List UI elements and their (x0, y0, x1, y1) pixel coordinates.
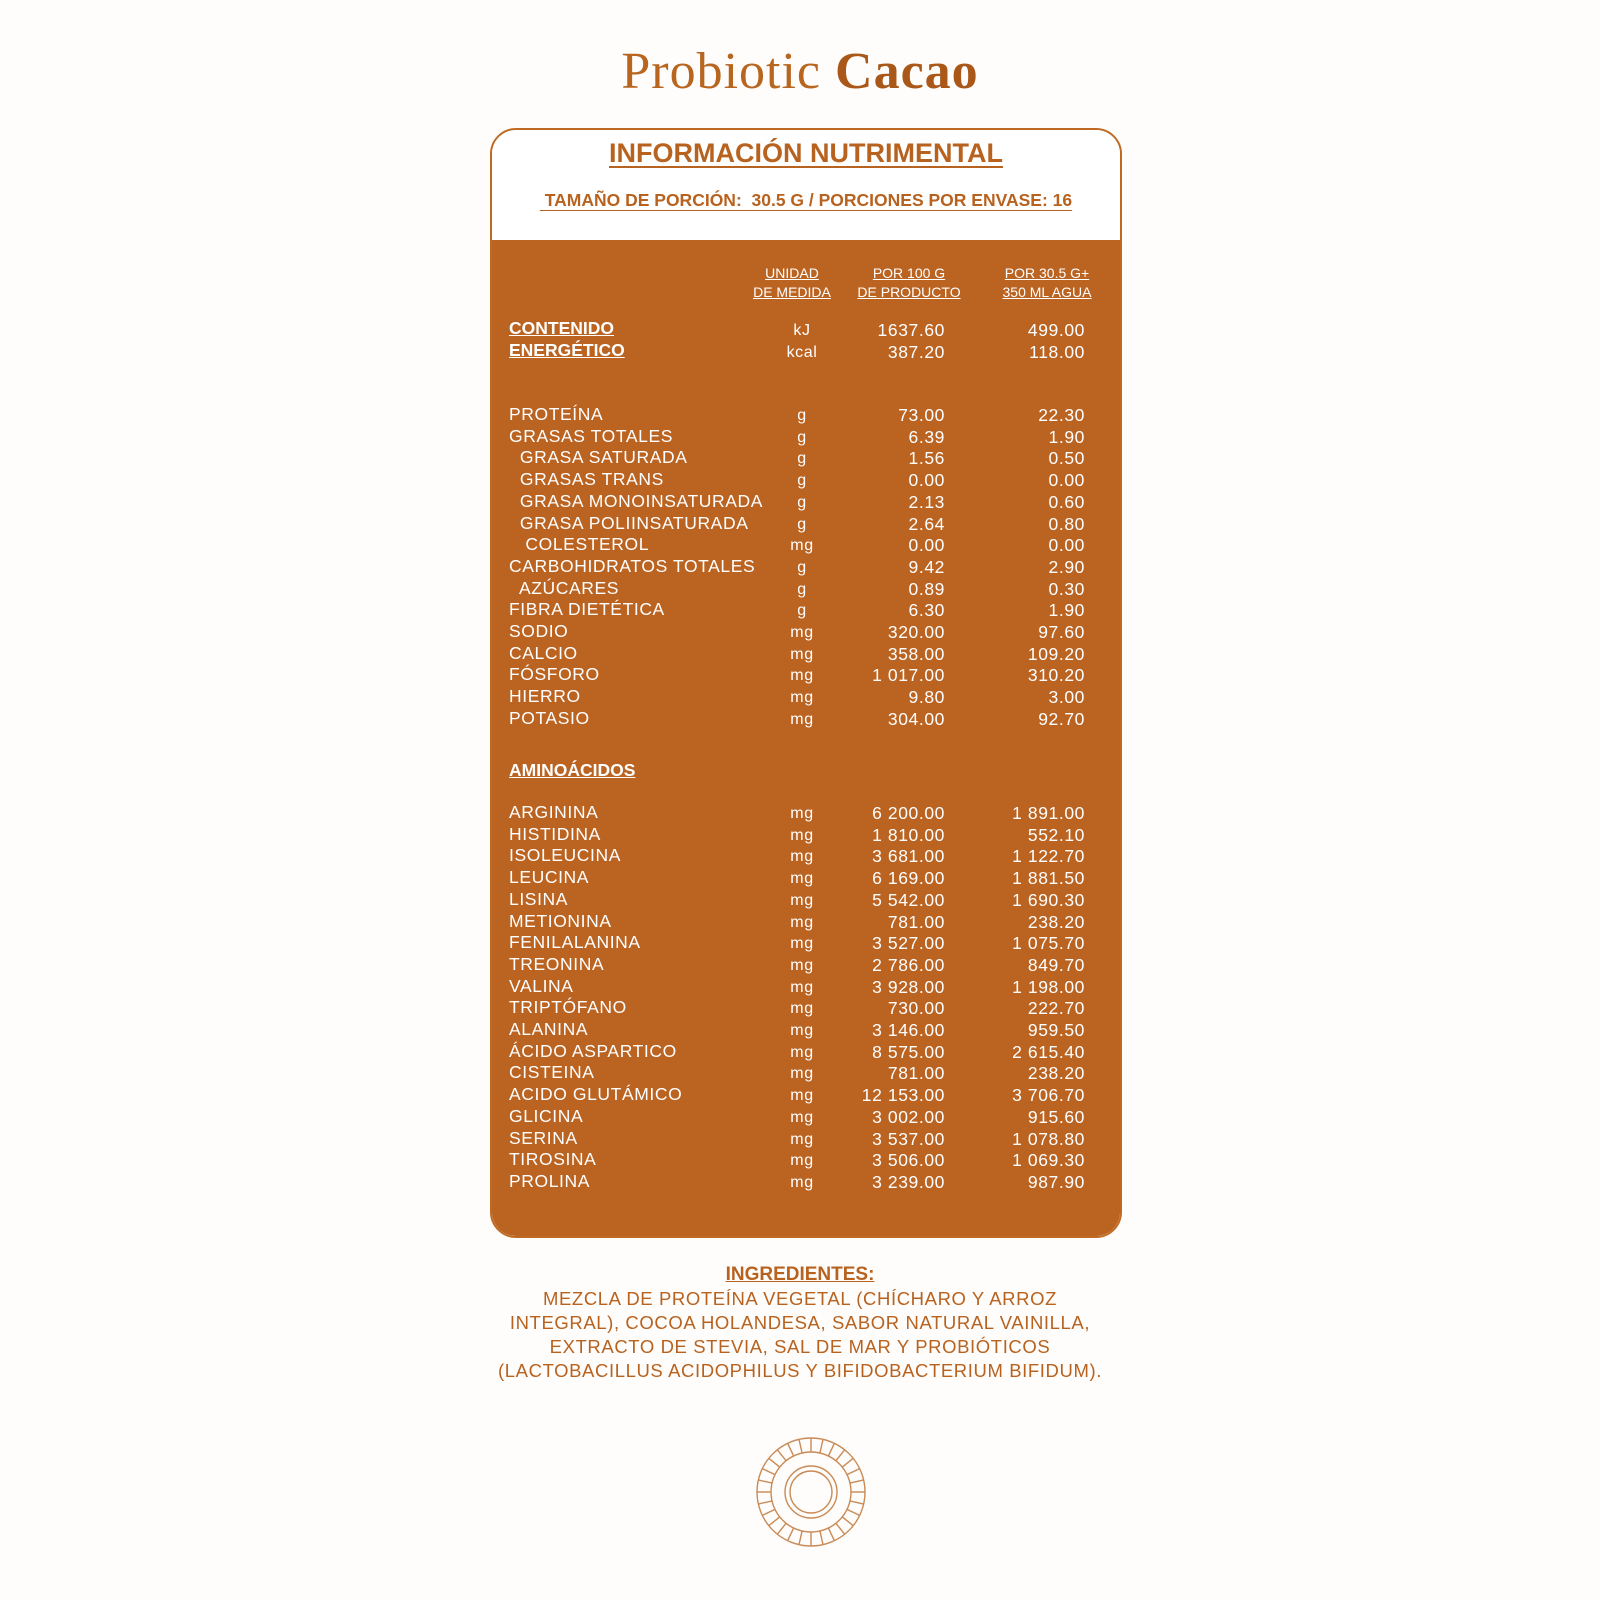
unit: g (797, 580, 807, 598)
unit: g (797, 450, 807, 468)
value-per100: 358.00 (887, 643, 945, 664)
nutrients-row (492, 621, 1120, 643)
value-per-serving: 22.30 (1038, 405, 1085, 425)
title-light: Probiotic (621, 43, 822, 100)
value-per100: 0.00 (908, 470, 945, 491)
nutrient-name: GLICINA (509, 1105, 584, 1126)
value-per-serving: 2.90 (1048, 556, 1085, 577)
nutrient-name: GRASA SATURADA (509, 447, 688, 468)
value-per-serving: 959.50 (1027, 1020, 1085, 1040)
unit: mg (790, 1065, 814, 1083)
value-per100: 730.00 (887, 998, 945, 1019)
value-per-serving: 0.00 (1048, 470, 1085, 491)
value-per100: 6.39 (908, 426, 945, 447)
unit: g (797, 558, 807, 576)
page-title (0, 42, 1600, 101)
value-per100: 2 786.00 (872, 954, 945, 975)
value-per100: 73.00 (898, 405, 945, 425)
nutrient-name: LISINA (509, 888, 569, 909)
amino-row (492, 889, 1120, 911)
value-per100: 781.00 (887, 1063, 945, 1084)
value-per100: 3 146.00 (872, 1020, 945, 1040)
amino-row (492, 867, 1120, 889)
unit: g (797, 515, 807, 533)
value-per-serving: 2 615.40 (1012, 1041, 1085, 1062)
nutrients-row (492, 447, 1120, 469)
value-per-serving: 238.20 (1027, 911, 1085, 932)
value-per-serving: 0.30 (1048, 578, 1085, 599)
value-per100: 12 153.00 (861, 1085, 945, 1106)
value-per100: 320.00 (887, 622, 945, 642)
unit: mg (790, 1173, 814, 1191)
column-header-unit-line2: DE MEDIDA (753, 284, 831, 300)
amino-row (492, 1019, 1120, 1041)
value-per100: 3 506.00 (872, 1150, 945, 1171)
nutrients-row (492, 686, 1120, 708)
nutrient-name: FÓSFORO (509, 664, 600, 685)
nutrients-row (492, 404, 1120, 426)
value-per100: 9.80 (908, 687, 945, 708)
unit: mg (790, 1000, 814, 1018)
ingredients-line: INTEGRAL), COCOA HOLANDESA, SABOR NATURAL VAINILLA, (509, 1312, 1091, 1333)
unit: mg (790, 537, 814, 555)
nutrients-row (492, 708, 1120, 730)
nutrition-card-header (492, 130, 1120, 240)
value-per-serving: 0.80 (1048, 513, 1085, 534)
amino-row (492, 976, 1120, 998)
value-per-serving: 1.90 (1048, 600, 1085, 621)
value-per-serving: 1.90 (1048, 426, 1085, 447)
amino-row (492, 1149, 1120, 1171)
value-per-serving: 1 690.30 (1012, 889, 1085, 910)
value-per-serving: 1 198.00 (1012, 976, 1085, 997)
unit: mg (790, 667, 814, 685)
nutrient-name: HISTIDINA (509, 823, 601, 844)
unit: kJ (793, 322, 811, 339)
value-per-serving: 1 891.00 (1012, 803, 1085, 823)
amino-row (492, 1041, 1120, 1063)
unit: mg (790, 710, 814, 728)
unit: mg (790, 645, 814, 663)
amino-row (492, 1171, 1120, 1193)
column-header-per-serving-line2: 350 ML AGUA (1002, 284, 1092, 300)
nutrient-name: CISTEINA (509, 1062, 595, 1083)
value-per-serving: 0.00 (1048, 535, 1085, 556)
ingredients-line: MEZCLA DE PROTEÍNA VEGETAL (CHÍCHARO Y ARROZ (542, 1288, 1057, 1309)
unit: mg (790, 1152, 814, 1170)
sun-circle-emblem-icon (753, 1434, 869, 1550)
nutrient-name: ACIDO GLUTÁMICO (509, 1084, 683, 1105)
column-header-per-serving (992, 264, 1102, 302)
energy-row-kj (492, 319, 1120, 341)
ingredients-line: (LACTOBACILLUS ACIDOPHILUS Y BIFIDOBACTERIUM BIFIDUM). (498, 1360, 1102, 1381)
nutrients-row (492, 664, 1120, 686)
value-per-serving: 310.20 (1027, 665, 1085, 686)
value-per-serving: 1 069.30 (1012, 1150, 1085, 1171)
nutrient-name: PROTEÍNA (509, 404, 604, 424)
amino-heading: AMINOÁCIDOS (509, 760, 636, 780)
nutrients-row (492, 556, 1120, 578)
value-per100: 3 681.00 (872, 846, 945, 867)
value-per100: 6.30 (908, 600, 945, 621)
amino-row (492, 932, 1120, 954)
nutrient-name: ARGININA (509, 802, 599, 822)
unit: g (797, 407, 807, 424)
column-header-unit (742, 264, 842, 302)
title-bold: Cacao (835, 43, 979, 100)
nutrient-name: FENILALANINA (509, 932, 641, 953)
unit: mg (790, 1087, 814, 1105)
nutrient-name: ISOLEUCINA (509, 845, 621, 866)
value-per-serving: 109.20 (1027, 643, 1085, 664)
value-per-serving: 1 122.70 (1012, 846, 1085, 867)
value-per-serving: 0.60 (1048, 491, 1085, 512)
nutrient-name: POTASIO (509, 707, 590, 728)
amino-row (492, 997, 1120, 1019)
nutrient-name: METIONINA (509, 910, 612, 931)
unit: mg (790, 1108, 814, 1126)
value-per-serving: 3.00 (1048, 687, 1085, 708)
nutrition-heading: INFORMACIÓN NUTRIMENTAL (609, 138, 1003, 168)
value-per100: 3 239.00 (872, 1171, 945, 1192)
nutrient-name: ÁCIDO ASPARTICO (509, 1040, 677, 1061)
value-per100: 1637.60 (877, 320, 945, 340)
nutrient-name: HIERRO (509, 686, 581, 707)
value-per-serving: 987.90 (1027, 1171, 1085, 1192)
value-per100: 1 017.00 (872, 665, 945, 686)
energy-label-line1: CONTENIDO (509, 318, 614, 338)
value-per100: 6 200.00 (872, 803, 945, 823)
unit: mg (790, 891, 814, 909)
nutrient-name: VALINA (509, 975, 574, 996)
unit: g (797, 472, 807, 490)
nutrient-name: GRASAS TOTALES (509, 425, 674, 446)
value-per100: 387.20 (887, 342, 945, 362)
nutrient-name: CALCIO (509, 642, 578, 663)
column-header-per100-line2: DE PRODUCTO (857, 284, 961, 300)
nutrient-name: LEUCINA (509, 867, 590, 888)
value-per100: 2.64 (908, 513, 945, 534)
amino-row (492, 824, 1120, 846)
value-per100: 3 527.00 (872, 933, 945, 954)
nutrients-row (492, 534, 1120, 556)
nutrients-row (492, 426, 1120, 448)
amino-row (492, 1062, 1120, 1084)
unit: mg (790, 1130, 814, 1148)
nutrient-name: SODIO (509, 621, 569, 641)
amino-row (492, 1106, 1120, 1128)
unit: g (797, 493, 807, 511)
value-per100: 304.00 (887, 708, 945, 729)
ingredients-heading: INGREDIENTES: (725, 1264, 875, 1285)
value-per100: 0.89 (908, 578, 945, 599)
unit: g (797, 428, 807, 446)
ingredients-line: EXTRACTO DE STEVIA, SAL DE MAR Y PROBIÓTICOS (549, 1336, 1051, 1357)
unit: mg (790, 913, 814, 931)
column-header-per100 (854, 264, 964, 302)
nutrient-name: TRIPTÓFANO (509, 997, 627, 1018)
value-per100: 8 575.00 (872, 1041, 945, 1062)
unit: mg (790, 935, 814, 953)
value-per100: 9.42 (908, 556, 945, 577)
nutrient-name: AZÚCARES (509, 577, 620, 598)
energy-label-line2: ENERGÉTICO (509, 340, 625, 360)
unit: kcal (786, 344, 818, 361)
nutrition-card (490, 128, 1122, 1238)
nutrients-row (492, 513, 1120, 535)
nutrient-name: TREONINA (509, 953, 605, 974)
nutrient-name: GRASA MONOINSATURADA (509, 490, 764, 511)
unit: mg (790, 978, 814, 996)
nutrient-name: GRASA POLIINSATURADA (509, 512, 749, 533)
unit: mg (790, 1022, 814, 1039)
nutrients-row (492, 599, 1120, 621)
amino-row (492, 911, 1120, 933)
nutrients-row (492, 578, 1120, 600)
nutrients-row (492, 643, 1120, 665)
value-per-serving: 97.60 (1038, 622, 1085, 642)
amino-row (492, 802, 1120, 824)
unit: mg (790, 870, 814, 888)
nutrition-table (492, 240, 1120, 1236)
value-per100: 6 169.00 (872, 868, 945, 889)
value-per-serving: 849.70 (1027, 954, 1085, 975)
value-per100: 0.00 (908, 535, 945, 556)
nutrient-name: PROLINA (509, 1170, 591, 1191)
nutrient-name: ALANINA (509, 1019, 589, 1039)
nutrient-name: SERINA (509, 1127, 578, 1148)
energy-row-kcal (492, 341, 1120, 363)
nutrient-name: CARBOHIDRATOS TOTALES (509, 555, 756, 576)
value-per-serving: 0.50 (1048, 448, 1085, 469)
column-header-unit-line1: UNIDAD (765, 265, 819, 281)
value-per-serving: 118.00 (1029, 342, 1085, 362)
nutrient-name: TIROSINA (509, 1149, 597, 1170)
value-per-serving: 3 706.70 (1012, 1085, 1085, 1106)
unit: mg (790, 689, 814, 707)
value-per100: 781.00 (887, 911, 945, 932)
value-per-serving: 1 078.80 (1012, 1128, 1085, 1149)
nutrients-row (492, 491, 1120, 513)
value-per100: 1.56 (908, 448, 945, 469)
value-per100: 1 810.00 (872, 824, 945, 845)
nutrient-name: GRASAS TRANS (509, 469, 664, 490)
value-per100: 5 542.00 (872, 889, 945, 910)
amino-row (492, 1084, 1120, 1106)
value-per-serving: 499.00 (1027, 320, 1085, 340)
nutrient-name: COLESTEROL (509, 534, 650, 555)
nutrient-name: FIBRA DIETÉTICA (509, 599, 665, 620)
serving-size: TAMAÑO DE PORCIÓN: 30.5 G / PORCIONES POR ENVASE: 16 (539, 190, 1073, 210)
value-per-serving: 1 075.70 (1012, 933, 1085, 954)
unit: mg (790, 624, 814, 641)
value-per-serving: 1 881.50 (1012, 868, 1085, 889)
unit: mg (790, 848, 814, 866)
value-per-serving: 552.10 (1027, 824, 1085, 845)
value-per100: 3 928.00 (872, 976, 945, 997)
amino-row (492, 1128, 1120, 1150)
unit: mg (790, 1043, 814, 1061)
value-per100: 2.13 (908, 491, 945, 512)
value-per100: 3 002.00 (872, 1106, 945, 1127)
amino-row (492, 954, 1120, 976)
value-per-serving: 915.60 (1027, 1106, 1085, 1127)
value-per100: 3 537.00 (872, 1128, 945, 1149)
value-per-serving: 92.70 (1038, 708, 1085, 729)
column-header-per-serving-line1: POR 30.5 G+ (1004, 265, 1090, 281)
unit: mg (790, 826, 814, 844)
value-per-serving: 238.20 (1027, 1063, 1085, 1084)
unit: g (797, 602, 807, 620)
value-per-serving: 222.70 (1027, 998, 1085, 1019)
unit: mg (790, 956, 814, 974)
amino-row (492, 845, 1120, 867)
nutrients-row (492, 469, 1120, 491)
column-header-per100-line1: POR 100 G (872, 265, 946, 281)
unit: mg (790, 805, 814, 822)
